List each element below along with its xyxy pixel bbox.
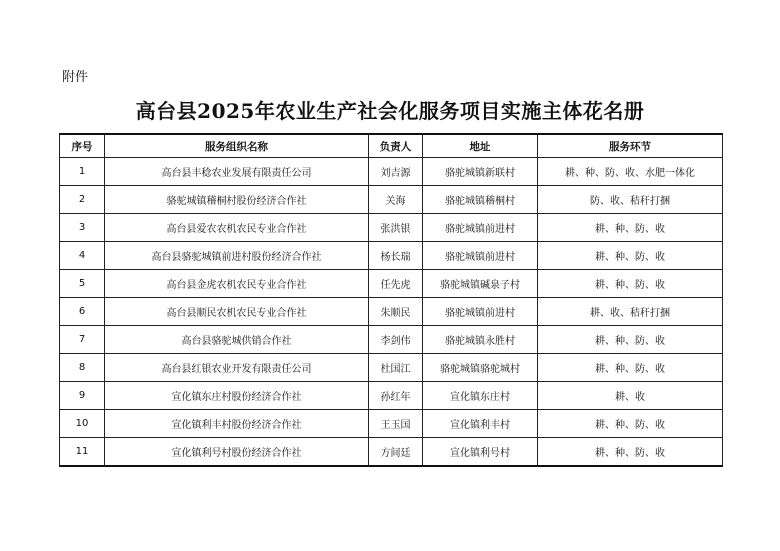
cell-organization: 高台县红银农业开发有限责任公司 [105,354,369,382]
attachment-label: 附件 [62,70,89,85]
table-row [60,298,723,326]
cell-index: 7 [60,326,105,354]
cell-principal: 刘吉源 [369,158,423,186]
cell-organization: 高台县顺民农机农民专业合作社 [105,298,369,326]
roster-table [59,133,723,467]
header-principal: 负责人 [369,134,423,158]
cell-principal: 杜国江 [369,354,423,382]
header-index: 序号 [60,134,105,158]
table-row [60,354,723,382]
cell-index: 8 [60,354,105,382]
table-header-row [60,134,723,158]
cell-service-stages: 耕、种、防、收 [538,270,723,298]
table-row [60,326,723,354]
cell-principal: 朱顺民 [369,298,423,326]
table-row [60,270,723,298]
cell-organization: 宣化镇利号村股份经济合作社 [105,438,369,467]
header-organization: 服务组织名称 [105,134,369,158]
table-row [60,382,723,410]
table-body [60,158,723,467]
cell-service-stages: 耕、种、防、收 [538,214,723,242]
cell-principal: 孙红年 [369,382,423,410]
table-row [60,158,723,186]
cell-service-stages: 耕、种、防、收 [538,410,723,438]
cell-service-stages: 耕、种、防、收 [538,326,723,354]
cell-address: 骆驼城镇永胜村 [423,326,538,354]
cell-organization: 高台县爱农农机农民专业合作社 [105,214,369,242]
cell-address: 骆驼城镇前进村 [423,214,538,242]
table-row [60,186,723,214]
cell-organization: 宣化镇东庄村股份经济合作社 [105,382,369,410]
cell-address: 宣化镇利号村 [423,438,538,467]
cell-index: 3 [60,214,105,242]
cell-service-stages: 耕、收、秸秆打捆 [538,298,723,326]
cell-service-stages: 耕、种、防、收 [538,354,723,382]
document-title: 高台县2025年农业生产社会化服务项目实施主体花名册 [135,99,645,123]
cell-index: 5 [60,270,105,298]
cell-address: 骆驼城镇前进村 [423,242,538,270]
cell-principal: 王玉国 [369,410,423,438]
cell-principal: 关海 [369,186,423,214]
table-row [60,214,723,242]
cell-service-stages: 耕、种、防、收 [538,438,723,467]
cell-index: 4 [60,242,105,270]
cell-index: 2 [60,186,105,214]
cell-principal: 张洪银 [369,214,423,242]
table-row [60,242,723,270]
cell-address: 宣化镇东庄村 [423,382,538,410]
cell-organization: 宣化镇利丰村股份经济合作社 [105,410,369,438]
cell-index: 10 [60,410,105,438]
cell-service-stages: 耕、种、防、收 [538,242,723,270]
header-address: 地址 [423,134,538,158]
cell-organization: 高台县骆驼城供销合作社 [105,326,369,354]
cell-principal: 杨长瑞 [369,242,423,270]
cell-address: 骆驼城镇新联村 [423,158,538,186]
cell-address: 宣化镇利丰村 [423,410,538,438]
cell-service-stages: 耕、种、防、收、水肥一体化 [538,158,723,186]
table-row [60,410,723,438]
cell-organization: 高台县金虎农机农民专业合作社 [105,270,369,298]
cell-organization: 骆驼城镇稽桐村股份经济合作社 [105,186,369,214]
cell-index: 9 [60,382,105,410]
cell-index: 1 [60,158,105,186]
cell-organization: 高台县骆驼城镇前进村股份经济合作社 [105,242,369,270]
cell-principal: 方间廷 [369,438,423,467]
cell-address: 骆驼城镇碱泉子村 [423,270,538,298]
cell-service-stages: 防、收、秸秆打捆 [538,186,723,214]
cell-address: 骆驼城镇前进村 [423,298,538,326]
cell-index: 6 [60,298,105,326]
cell-address: 骆驼城镇稽桐村 [423,186,538,214]
cell-organization: 高台县丰稔农业发展有限责任公司 [105,158,369,186]
cell-address: 骆驼城镇骆驼城村 [423,354,538,382]
cell-principal: 任先虎 [369,270,423,298]
header-service-stages: 服务环节 [538,134,723,158]
cell-principal: 李剑伟 [369,326,423,354]
cell-index: 11 [60,438,105,467]
table-row [60,438,723,467]
cell-service-stages: 耕、收 [538,382,723,410]
